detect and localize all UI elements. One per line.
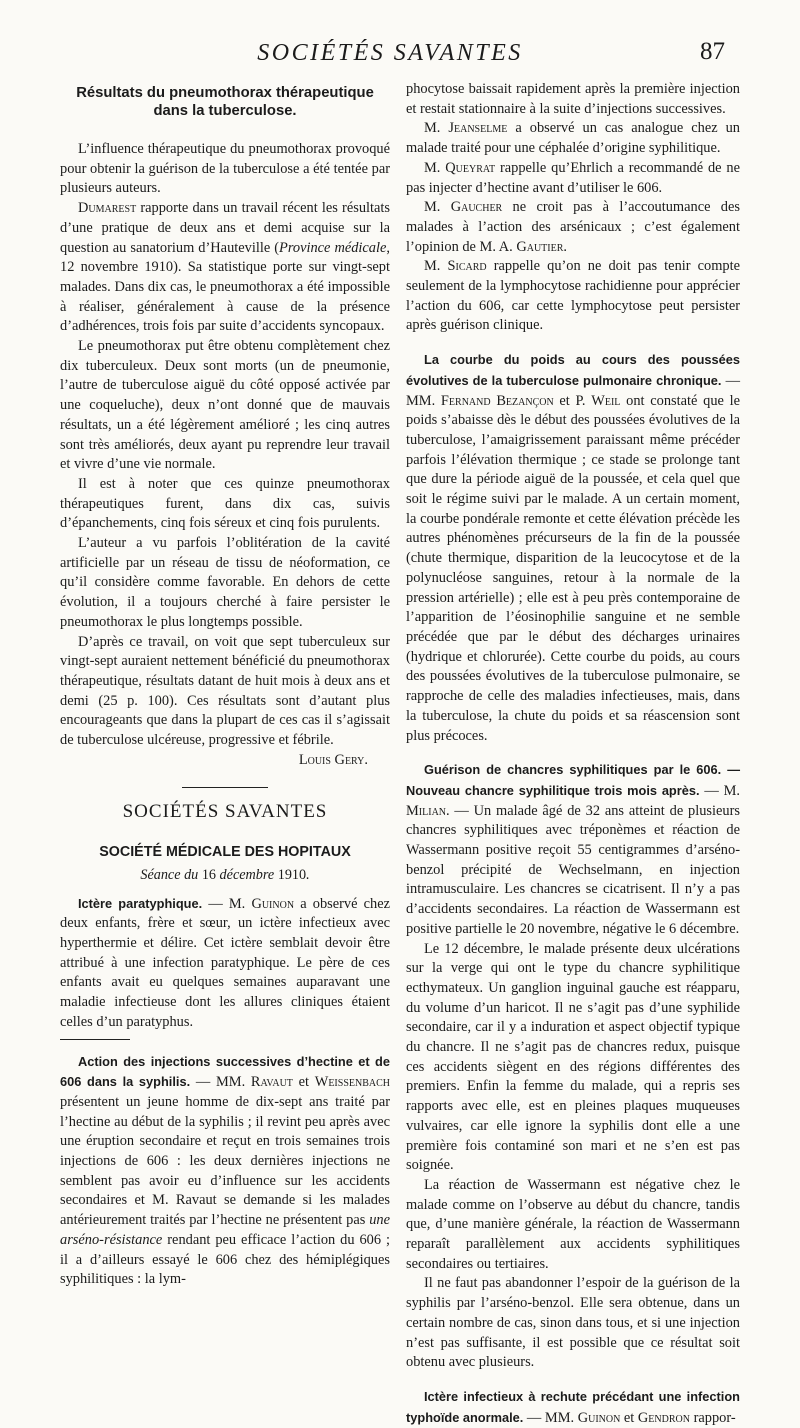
spacer (406, 746, 740, 760)
text-run: rapporte dans un travail récent les résultats d’une pratique de deux ans et demi acquise sur la question au sanatorium d’Hauteville ( (60, 200, 390, 256)
author-name: Dumarest (78, 200, 137, 217)
text-run: ont constaté que le poids s’abaisse dès le début des poussées évolutives de la tuberculose, l’amaigrissement paraissant même précéder parfois l’élévation thermique ; ce stade se prolonge tant que dure la période aiguë de la poussée, et cela quel que soit le régime suivi par le malade. A un certain moment, la courbe pondérale remonte et cette élévation précède les autres phénomènes précurseurs de la fin de la poussée (chute thermique, disparition de la leucocytose et de la polynucléose sanguines, retour à la normale de la pression artérielle) ; elle est à peu près contemporaine de l’apparition de l’éosinophilie sanguine et ne semble précédée que par le début des décharges urinaires (hydrique et chlorurée). Cette courbe du poids, au cours des poussées évolutives de la tuberculose pulmonaire, se rapproche de celle des maladies infectieuses, mais, dans la tuberculose, la chute du poids et sa réascension sont plus précoces. (406, 392, 741, 744)
paragraph: La réaction de Wassermann est négative chez le malade comme on l’observe au début du chancre, tandis que, d’une manière générale, la réaction de Wassermann reparaît parallèlement aux accidents syphilitiques secondaires ou tertiaires. (406, 1176, 740, 1272)
right-column (406, 80, 740, 1428)
text-run: et (292, 1074, 315, 1091)
text-run: et (620, 1409, 638, 1426)
paragraph: D’après ce travail, on voit que sept tuberculeux sur vingt-sept auraient nettement bénéficié du pneumothorax thérapeutique, résultats datant de huit mois à deux ans et demi (25 p. 100). Ces résultats sont d’autant plus encourageants que dans la plupart de ces cas il s’agissait de tuberculose ulcéreuse, progressive et fébrile. (60, 633, 390, 749)
author-name: Guinon (577, 1409, 621, 1426)
article-title-line: dans la tuberculose. (153, 103, 297, 119)
text-run: rappelle qu’on ne doit pas tenir compte seulement de la lymphocytose rachidienne pour apprécier l’action du 606, car cette lymphocytose peut persister après guérison clinique. (406, 258, 740, 334)
spacer (406, 1373, 740, 1387)
text-run: présentent un jeune homme de dix-sept ans traité par l’hectine au début de la syphilis ; il revint peu après avec une éruption secondaire et reçut en trois semaines trois injections de 606 : les deux dernières injections ne semblent pas avoir eu d’influence sur les accidents secondaires et M. Ravaut se demande si les malades antérieurement traités par l’hectine ne présentent pas (60, 1093, 390, 1229)
session-year: 1910 (277, 866, 307, 883)
running-head: SOCIÉTÉS SAVANTES (257, 40, 523, 66)
runin-heading: Ictère paratyphique. (78, 895, 203, 911)
paragraph: Le 12 décembre, le malade présente deux ulcérations sur la verge qui ont le type du chancre syphilitique ecthymateux. Un ganglion inguinal gauche est réapparu, du volume d’un haricot. Il ne s’agit pas d’une syphilide secondaire, car il y a induration et aspect objectif typique du chancre. Il ne s’agit pas de chancres redux, puisque ces accidents siègent en des régions différentes des premiers. Enfin la femme du malade, qui a repris ses rapports avec elle, est en pleines plaques muqueuses vulvaires, car elle ignore la syphilis dont elle a une première fois contaminé son mari et ne s’en est pas soignée. (406, 940, 740, 1174)
divider-rule (182, 787, 268, 788)
author-name: Sicard (447, 258, 487, 275)
text-run: M. (424, 159, 446, 176)
text-run: rendant peu efficace l’action du 606 ; il a d’ailleurs essayé le 606 chez des hémiplégiques syphilitiques : la lym- (60, 1231, 390, 1288)
paragraph (406, 198, 740, 257)
paragraph: L’influence thérapeutique du pneumothorax provoqué pour obtenir la guérison de la tuberculose a été tentée par plusieurs auteurs. (60, 141, 390, 197)
author-name: Gaucher (450, 199, 503, 216)
author-name: Queyrat (445, 159, 496, 176)
paragraph (406, 119, 740, 158)
author-name: Ravaut (250, 1074, 293, 1091)
text-run: — MM. (406, 372, 740, 409)
paragraph (406, 159, 740, 198)
author-name: Guinon (251, 895, 295, 912)
text-run: . (306, 866, 310, 883)
author-name: Gautier (516, 238, 564, 255)
text-run: Séance du (140, 866, 202, 883)
text-run: a observé chez deux enfants, frère et sœur, un ictère infectieux avec hyperthermie et délire. Cet ictère semblait devoir être attribué à une infection paratyphique. Le père de ces enfants avait eu quelques semaines auparavant une maladie infectieuse dont les allures cliniques étaient celles d’un paratyphus. (60, 895, 391, 1030)
article-title-line: Résultats du pneumothorax thérapeutique (76, 85, 374, 101)
paragraph (406, 1387, 740, 1428)
paragraph: Il ne faut pas abandonner l’espoir de la guérison de la syphilis par l’arséno-benzol. Elle sera obtenue, dans un certain nombre de cas, sinon dans tous, et si une injection n’est pas suffisante, il est possible que ce résultat soit obtenu avec plusieurs. (406, 1275, 740, 1371)
italic-term: une arséno-résistance (60, 1212, 390, 1248)
page-header (0, 0, 800, 70)
text-run: rappelle qu’Ehrlich a recommandé de ne pas injecter d’hectine avant d’utiliser le 606. (406, 159, 740, 196)
paragraph: Il est à noter que ces quinze pneumothorax thérapeutiques furent, dans dix cas, suivis d’épanchements, cinq fois séreux et cinq fois purulents. (60, 475, 390, 532)
author-name: Fernand Bezançon (440, 392, 554, 409)
session-date (60, 866, 390, 886)
author-name: Milian (406, 802, 447, 819)
left-column (60, 80, 390, 1290)
paragraph: Le pneumothorax put être obtenu complètement chez dix tuberculeux. Deux sont morts (un de pneumonie, l’autre de tuberculose aiguë du côté opposé activée par une coqueluche), deux n’ont donné que de mauvais résultats, un a été légèrement amélioré ; les cinq autres sont très améliorés, deux ayant pu reprendre leur travail et vivre d’une vie normale. (60, 338, 390, 473)
runin-heading: Guérison de chancres syphilitiques par le 606. — Nouveau chancre syphilitique trois mois après. (406, 762, 740, 798)
author-name: Gendron (637, 1409, 690, 1426)
session-day: 16 (201, 866, 216, 883)
author-name: Weil (591, 392, 621, 409)
section-heading: SOCIÉTÉS SAVANTES (122, 800, 328, 822)
article-title (60, 84, 390, 120)
text-run: — MM. (523, 1409, 578, 1426)
paragraph (406, 760, 740, 939)
text-run: rappor- (689, 1409, 736, 1426)
author-name: Jeanselme (448, 120, 508, 137)
text-run: M. (424, 120, 449, 137)
runin-heading: Action des injections successives d’hectine et de 606 dans la syphilis. (60, 1053, 390, 1090)
society-heading: SOCIÉTÉ MÉDICALE DES HOPITAUX (99, 844, 351, 861)
text-run: M. (424, 199, 451, 216)
runin-heading: Ictère infectieux à rechute précédant une infection typhoïde anormale. (406, 1389, 740, 1425)
text-run: , 12 novembre 1910). Sa statistique porte sur vingt-sept malades. Dans dix cas, le pneumothorax a été impossible à réaliser, généralement à cause de la présence d’adhérences, trois fois par suite d’accidents syncopaux. (60, 239, 390, 335)
text-run: . — Un malade âgé de 32 ans atteint de plusieurs chancres syphilitiques avec tréponèmes et réaction de Wassermann positive reçoit 55 centigrammes d’arséno-benzol précipité de Wechselmann, en injection intramusculaire. Les chancres se cicatrisent. Il n’y a pas d’accidents secondaires. La réaction de Wassermann est positive partielle le 20 novembre, négative le 6 décembre. (406, 802, 740, 937)
journal-title: Province médicale (279, 239, 387, 256)
text-run: — M. (202, 895, 252, 912)
spacer (406, 336, 740, 350)
text-run: ne croit pas à l’accoutumance des malades à l’action des arsénicaux ; c’est également l’opinion de M. A. (406, 199, 740, 255)
paragraph: phocytose baissait rapidement après la première injection et restait stationnaire à la suite d’injections successives. (406, 81, 740, 117)
paragraph (406, 350, 740, 746)
paragraph (60, 894, 390, 1033)
paragraph (406, 257, 740, 336)
paragraph (60, 199, 390, 337)
author-name: Weissenbach (314, 1074, 390, 1091)
page-number: 87 (700, 38, 725, 65)
paragraph: L’auteur a vu parfois l’oblitération de la cavité artificielle par un réseau de tissu de néoformation, ce qu’il considère comme favorable. En dehors de cette évolution, il a toujours cherché à faire persister le pneumothorax le plus longtemps possible. (60, 535, 390, 630)
divider-rule (60, 1039, 130, 1040)
text-run: M. (424, 258, 448, 275)
text-run: . (563, 238, 567, 255)
text-run: décembre (216, 866, 278, 883)
text-run: — MM. (190, 1074, 251, 1091)
runin-heading: La courbe du poids au cours des poussées évolutives de la tuberculose pulmonaire chronique. (406, 352, 740, 388)
signature: Louis Gery. (298, 751, 368, 768)
text-run: — M. (699, 782, 740, 799)
paragraph (60, 1052, 390, 1290)
text-run: a observé un cas analogue chez un malade traité pour une céphalée d’origine syphilitique. (406, 120, 740, 157)
text-run: et P. (553, 392, 592, 409)
